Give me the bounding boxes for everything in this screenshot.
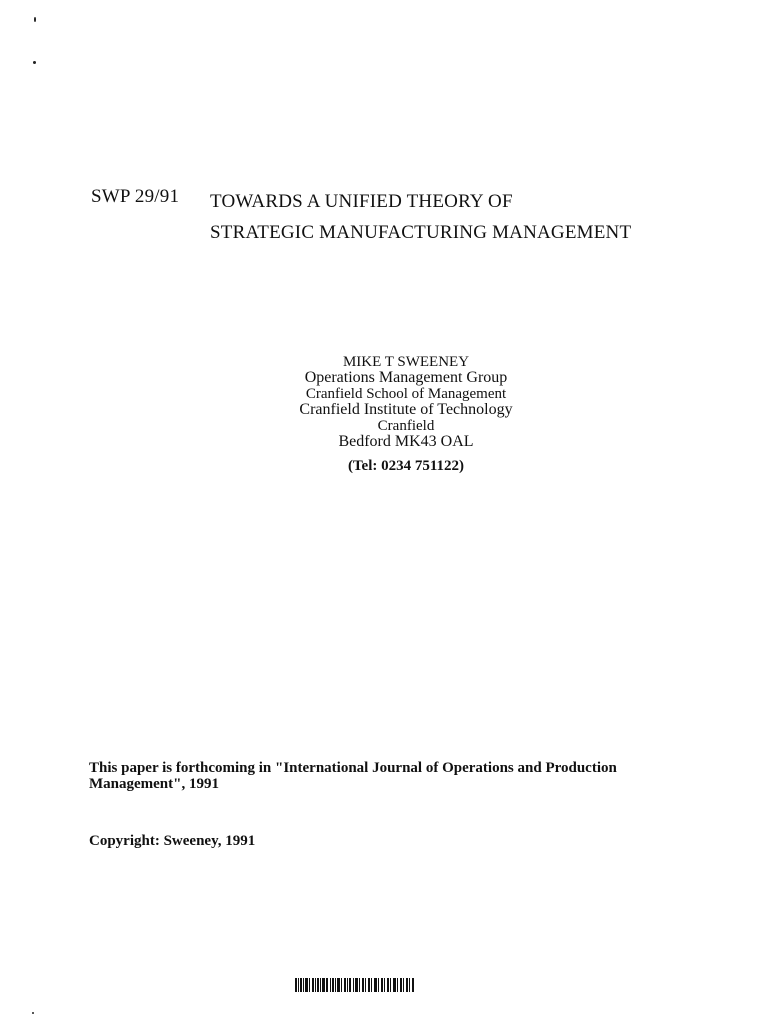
title-line: STRATEGIC MANUFACTURING MANAGEMENT — [210, 222, 632, 243]
note-line: Management", 1991 — [89, 776, 219, 792]
author-affiliation-block — [260, 354, 552, 474]
scan-speck — [34, 17, 36, 22]
working-paper-number: SWP 29/91 — [91, 186, 180, 207]
author-group: Operations Management Group — [304, 369, 508, 386]
copyright-notice: Copyright: Sweeney, 1991 — [89, 833, 256, 849]
author-institute: Cranfield Institute of Technology — [299, 401, 513, 418]
note-line: This paper is forthcoming in "International Journal of Operations and Production — [89, 760, 617, 776]
author-postal-address: Bedford MK43 OAL — [338, 433, 474, 450]
title-line: TOWARDS A UNIFIED THEORY OF — [210, 191, 513, 212]
paper-title — [210, 186, 631, 248]
author-town: Cranfield — [377, 418, 435, 434]
barcode-icon — [295, 978, 415, 992]
publication-note — [89, 760, 669, 792]
scan-speck — [33, 61, 36, 64]
author-name: MIKE T SWEENEY — [342, 354, 470, 370]
author-telephone: (Tel: 0234 751122) — [347, 458, 465, 474]
author-school: Cranfield School of Management — [305, 386, 507, 402]
scan-speck — [32, 1012, 34, 1014]
